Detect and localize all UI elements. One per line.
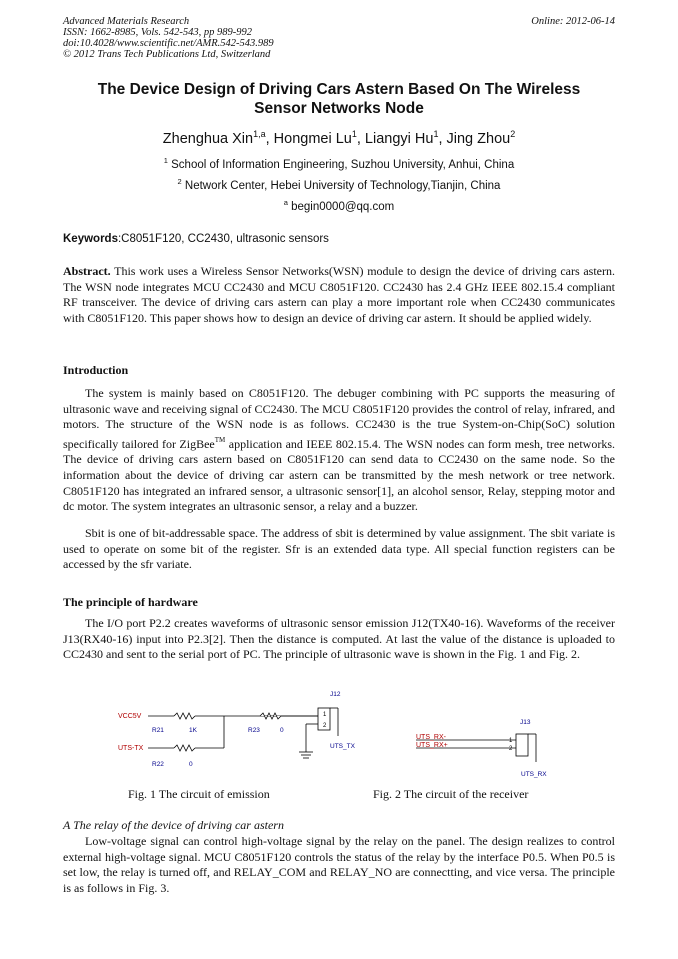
author-affil-sup: 1 bbox=[351, 129, 357, 139]
author-separator: , bbox=[265, 131, 274, 147]
affiliation-text: Network Center, Hebei University of Technology,Tianjin, China bbox=[184, 180, 501, 192]
j13-pin1: 1 bbox=[509, 738, 513, 744]
r23-label: R23 bbox=[248, 727, 260, 734]
keywords bbox=[63, 233, 615, 245]
j13-label: J13 bbox=[520, 719, 531, 726]
author-affil-sup: 1 bbox=[433, 129, 439, 139]
relay-subheading: A The relay of the device of driving car astern bbox=[63, 818, 284, 832]
figure-1-emission-circuit bbox=[100, 686, 380, 782]
j12-part-label: UTS_TX bbox=[330, 743, 355, 750]
author-separator: , bbox=[438, 131, 447, 147]
title-line-1: The Device Design of Driving Cars Astern Based On The Wireless bbox=[97, 81, 581, 98]
author-list bbox=[63, 129, 615, 147]
keywords-text: :C8051F120, CC2430, ultrasonic sensors bbox=[117, 233, 329, 245]
author-name: Hongmei Lu bbox=[273, 131, 352, 147]
r22-value: 0 bbox=[189, 761, 193, 768]
copyright-line: © 2012 Trans Tech Publications Ltd, Switzerland bbox=[63, 49, 271, 60]
r21-value: 1K bbox=[189, 727, 197, 734]
r22-label: R22 bbox=[152, 761, 164, 768]
author-name: Liangyi Hu bbox=[364, 131, 434, 147]
intro-text-b: application and IEEE 802.15.4. The WSN nodes can form mesh, tree networks. The device of driving cars astern based on C8051F120 can send data to CC2430 on the same node. So the information about the device of driving car astern can be transmitted by the mesh network or tree network. C8051F120 has integrated an infrared sensor, a ultrasonic sensor[1], an alcohol sensor, Relay, stepping motor and dc motor. The system integrates an ultrasonic sensor, a relay and a buzzer. bbox=[63, 436, 615, 514]
abstract bbox=[63, 264, 615, 326]
j12-pin1: 1 bbox=[323, 712, 327, 718]
figure-1-caption: Fig. 1 The circuit of emission bbox=[128, 787, 270, 801]
keywords-label: Keywords bbox=[63, 233, 118, 245]
affiliation-email bbox=[63, 198, 615, 213]
net-label-uts-rx-plus: UTS_RX+ bbox=[416, 742, 448, 749]
title-line-2: Sensor Networks Node bbox=[254, 100, 424, 117]
j13-pin2: 2 bbox=[509, 746, 513, 752]
author-name: Zhenghua Xin bbox=[162, 131, 254, 147]
j13-part-label: UTS_RX bbox=[521, 771, 547, 778]
journal-name: Advanced Materials Research bbox=[63, 16, 190, 27]
hardware-heading: The principle of hardware bbox=[63, 595, 198, 609]
introduction-heading: Introduction bbox=[63, 363, 129, 377]
journal-header bbox=[63, 16, 274, 60]
intro-paragraph-1 bbox=[63, 386, 615, 515]
j12-pin2: 2 bbox=[323, 723, 327, 729]
doi-line: doi:10.4028/www.scientific.net/AMR.542-543.989 bbox=[63, 38, 274, 49]
net-label-vcc: VCC5V bbox=[118, 713, 142, 720]
author-affil-sup: 1,a bbox=[253, 129, 266, 139]
trademark-sup: TM bbox=[214, 435, 226, 444]
affiliation-sup: 1 bbox=[163, 156, 168, 165]
author-affil-sup: 2 bbox=[510, 129, 516, 139]
net-label-uts-tx: UTS-TX bbox=[118, 745, 144, 752]
figure-2-receiver-circuit bbox=[410, 712, 570, 784]
figure-2-caption: Fig. 2 The circuit of the receiver bbox=[373, 787, 529, 801]
net-label-uts-rx-minus: UTS_RX- bbox=[416, 734, 446, 741]
intro-text-a: The system is mainly based on C8051F120. The debuger combining with PC supports the measuring of ultrasonic wave and receiving signal of CC2430. The MCU C8051F120 provides the control of relay, infrared, and motors. The structure of the WSN node is as follows. CC2430 is the true System-on-Chip(SoC) solution specifically tailored for ZigBee bbox=[63, 386, 615, 451]
j12-label: J12 bbox=[330, 691, 341, 698]
hardware-paragraph: The I/O port P2.2 creates waveforms of ultrasonic sensor emission J12(TX40-16). Waveforms of the receiver J13(RX40-16) input into P2.3[2]. Then the distance is computed. At last the value of the distance is uploaded to CC2430 and sent to the serial port of PC. The principle of ultrasonic wave is shown in the Fig. 1 and Fig. 2. bbox=[63, 616, 615, 662]
author-separator: , bbox=[356, 131, 365, 147]
online-date: Online: 2012-06-14 bbox=[531, 16, 615, 27]
affiliation-sup: 2 bbox=[177, 177, 182, 186]
issn-line: ISSN: 1662-8985, Vols. 542-543, pp 989-992 bbox=[63, 27, 252, 38]
abstract-text: This work uses a Wireless Sensor Networks(WSN) module to design the device of driving cars astern. The WSN node integrates MCU CC2430 and MCU C8051F120. CC2430 has 2.4 GHz IEEE 802.15.4 compliant RF transceiver. The device of driving cars astern can play a more important role when CC2430 communicates with C8051F120. This paper shows how to design an device of driving car astern. It should be applied widely. bbox=[63, 264, 615, 325]
affiliation-text: School of Information Engineering, Suzhou University, Anhui, China bbox=[171, 159, 515, 171]
affiliation-sup: a bbox=[283, 198, 288, 207]
affiliation-1 bbox=[63, 156, 615, 171]
relay-paragraph: Low-voltage signal can control high-voltage signal by the relay on the panel. The design realizes to control external high-voltage signal. MCU C8051F120 controls the status of the relay by the interface P0.5. When P0.5 is set low, the relay is turned off, and RELAY_COM and RELAY_NO are connectting, and vice versa. The principle is as follows in Fig. 3. bbox=[63, 834, 615, 895]
r21-label: R21 bbox=[152, 727, 164, 734]
affiliation-2 bbox=[63, 177, 615, 192]
intro-paragraph-2: Sbit is one of bit-addressable space. The address of sbit is determined by value assignment. The sbit variate is used to operate on some bit of the register. Sfr is an extended data type. All special function registers can be accessed by the sfr variate. bbox=[63, 526, 615, 572]
abstract-label: Abstract. bbox=[63, 264, 111, 278]
author-name: Jing Zhou bbox=[446, 131, 511, 147]
r23-value: 0 bbox=[280, 727, 284, 734]
email-address: begin0000@qq.com bbox=[291, 201, 395, 213]
paper-title bbox=[63, 80, 615, 118]
